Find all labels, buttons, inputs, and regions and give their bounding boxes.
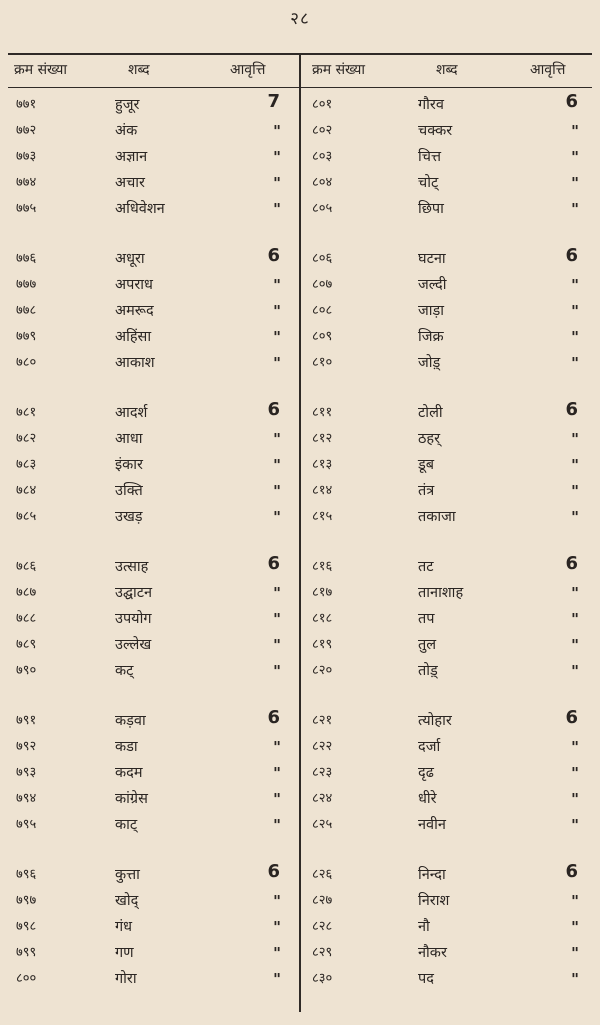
left-serial-number: ७९१ xyxy=(16,713,37,728)
header-frequency-right: आवृत्ति xyxy=(530,62,566,78)
right-word: ठहर् xyxy=(418,431,441,447)
right-serial-number: ८२४ xyxy=(312,791,333,806)
left-word: अपराध xyxy=(115,277,153,293)
right-frequency: 6 xyxy=(565,861,578,882)
left-word: उपयोग xyxy=(115,611,152,627)
header-word-right: शब्द xyxy=(436,62,458,78)
left-word: कड़वा xyxy=(115,713,146,729)
left-frequency: " xyxy=(273,354,280,372)
left-frequency: " xyxy=(273,610,280,628)
left-frequency: " xyxy=(273,738,280,756)
right-word: नौकर xyxy=(418,945,447,961)
right-serial-number: ८०८ xyxy=(312,303,333,318)
left-serial-number: ७८९ xyxy=(16,637,37,652)
left-word: हुजूर xyxy=(115,97,140,113)
right-serial-number: ८१३ xyxy=(312,457,333,472)
right-frequency: " xyxy=(571,508,578,526)
right-word: तप xyxy=(418,611,435,627)
left-word: काट् xyxy=(115,817,138,833)
left-serial-number: ७९० xyxy=(16,663,37,678)
left-word: कांग्रेस xyxy=(115,791,148,807)
right-word: निराश xyxy=(418,893,450,909)
left-word: अज्ञान xyxy=(115,149,148,165)
right-word: पद xyxy=(418,971,434,987)
right-word: चोट् xyxy=(418,175,439,191)
right-word: जिक्र xyxy=(418,329,444,345)
left-frequency: " xyxy=(273,636,280,654)
right-word: छिपा xyxy=(418,201,444,217)
right-serial-number: ८१८ xyxy=(312,611,333,626)
right-serial-number: ८०७ xyxy=(312,277,333,292)
left-word: अधिवेशन xyxy=(115,201,165,217)
right-word: नौ xyxy=(418,919,430,935)
right-frequency: " xyxy=(571,584,578,602)
left-word: उल्लेख xyxy=(115,637,152,653)
right-frequency: " xyxy=(571,302,578,320)
left-word: आकाश xyxy=(115,355,155,371)
right-word: तोड़् xyxy=(418,663,438,679)
left-serial-number: ७९५ xyxy=(16,817,37,832)
right-frequency: " xyxy=(571,636,578,654)
right-serial-number: ८०५ xyxy=(312,201,333,216)
right-word: दृढ xyxy=(418,765,434,781)
right-serial-number: ८१७ xyxy=(312,585,333,600)
left-frequency: " xyxy=(273,148,280,166)
left-serial-number: ७७४ xyxy=(16,175,37,190)
right-serial-number: ८२३ xyxy=(312,765,333,780)
right-frequency: " xyxy=(571,944,578,962)
right-frequency: 6 xyxy=(565,707,578,728)
left-frequency: " xyxy=(273,122,280,140)
left-serial-number: ७७९ xyxy=(16,329,37,344)
left-serial-number: ७८५ xyxy=(16,509,37,524)
left-frequency: " xyxy=(273,174,280,192)
left-serial-number: ७७५ xyxy=(16,201,37,216)
right-frequency: " xyxy=(571,970,578,988)
right-word: निन्दा xyxy=(418,867,446,883)
left-serial-number: ७७३ xyxy=(16,149,37,164)
right-frequency: 6 xyxy=(565,91,578,112)
left-frequency: " xyxy=(273,918,280,936)
left-word: खोद् xyxy=(115,893,139,909)
right-word: जल्दी xyxy=(418,277,447,293)
right-word: जाड़ा xyxy=(418,303,445,319)
left-frequency: 7 xyxy=(267,91,280,112)
right-frequency: " xyxy=(571,892,578,910)
left-word: अहिंसा xyxy=(115,329,152,345)
left-frequency: " xyxy=(273,508,280,526)
right-serial-number: ८१६ xyxy=(312,559,333,574)
left-word: अचार xyxy=(115,175,145,191)
right-frequency: " xyxy=(571,738,578,756)
left-serial-number: ७७७ xyxy=(16,277,37,292)
right-word: जोड़् xyxy=(418,355,441,371)
right-frequency: " xyxy=(571,790,578,808)
left-word: कुत्ता xyxy=(115,867,140,883)
right-serial-number: ८११ xyxy=(312,405,333,420)
right-serial-number: ८२२ xyxy=(312,739,333,754)
right-serial-number: ८०९ xyxy=(312,329,333,344)
left-frequency: " xyxy=(273,328,280,346)
left-serial-number: ७८१ xyxy=(16,405,37,420)
right-serial-number: ८३० xyxy=(312,971,333,986)
left-frequency: " xyxy=(273,302,280,320)
right-word: तानाशाह xyxy=(418,585,464,601)
left-serial-number: ७८७ xyxy=(16,585,37,600)
right-frequency: 6 xyxy=(565,399,578,420)
right-frequency: 6 xyxy=(565,245,578,266)
right-frequency: 6 xyxy=(565,553,578,574)
left-frequency: 6 xyxy=(267,399,280,420)
left-frequency: " xyxy=(273,892,280,910)
right-word: चित्त xyxy=(418,149,441,165)
left-serial-number: ७९४ xyxy=(16,791,37,806)
left-word: उत्साह xyxy=(115,559,149,575)
column-divider xyxy=(299,54,301,1012)
right-serial-number: ८२५ xyxy=(312,817,333,832)
left-word: अधूरा xyxy=(115,251,145,267)
left-word: गण xyxy=(115,945,134,961)
right-word: चक्कर xyxy=(418,123,453,139)
right-serial-number: ८०२ xyxy=(312,123,333,138)
right-frequency: " xyxy=(571,764,578,782)
left-word: अमरूद xyxy=(115,303,154,319)
left-frequency: " xyxy=(273,456,280,474)
right-word: तुल xyxy=(418,637,437,653)
right-serial-number: ८१२ xyxy=(312,431,333,446)
header-serial-right: क्रम संख्या xyxy=(312,62,365,78)
right-serial-number: ८२१ xyxy=(312,713,333,728)
left-frequency: " xyxy=(273,276,280,294)
right-word: त्योहार xyxy=(418,713,452,729)
left-word: उद्घाटन xyxy=(115,585,153,601)
right-frequency: " xyxy=(571,328,578,346)
left-frequency: " xyxy=(273,764,280,782)
right-frequency: " xyxy=(571,148,578,166)
right-serial-number: ८२६ xyxy=(312,867,333,882)
left-serial-number: ७९८ xyxy=(16,919,37,934)
left-serial-number: ८०० xyxy=(16,971,37,986)
left-serial-number: ७८३ xyxy=(16,457,37,472)
left-serial-number: ७८४ xyxy=(16,483,37,498)
header-word-left: शब्द xyxy=(128,62,150,78)
right-word: धीरे xyxy=(418,791,437,807)
right-serial-number: ८२७ xyxy=(312,893,333,908)
right-serial-number: ८०४ xyxy=(312,175,333,190)
left-serial-number: ७७८ xyxy=(16,303,37,318)
left-word: कडा xyxy=(115,739,138,755)
left-serial-number: ७७६ xyxy=(16,251,37,266)
left-frequency: " xyxy=(273,430,280,448)
left-word: उक्ति xyxy=(115,483,143,499)
left-frequency: " xyxy=(273,200,280,218)
right-serial-number: ८१९ xyxy=(312,637,333,652)
left-frequency: 6 xyxy=(267,553,280,574)
left-frequency: " xyxy=(273,944,280,962)
left-serial-number: ७८० xyxy=(16,355,37,370)
right-frequency: " xyxy=(571,430,578,448)
header-serial-left: क्रम संख्या xyxy=(14,62,67,78)
left-frequency: " xyxy=(273,584,280,602)
right-frequency: " xyxy=(571,482,578,500)
left-word: अंक xyxy=(115,123,138,139)
left-word: गंध xyxy=(115,919,133,935)
left-serial-number: ७८६ xyxy=(16,559,37,574)
header-frequency-left: आवृत्ति xyxy=(230,62,266,78)
right-word: घटना xyxy=(418,251,446,267)
right-frequency: " xyxy=(571,610,578,628)
right-word: तट xyxy=(418,559,434,575)
left-serial-number: ७९६ xyxy=(16,867,37,882)
left-serial-number: ७९९ xyxy=(16,945,37,960)
left-frequency: " xyxy=(273,790,280,808)
right-serial-number: ८०३ xyxy=(312,149,333,164)
left-serial-number: ७९७ xyxy=(16,893,37,908)
right-frequency: " xyxy=(571,354,578,372)
right-serial-number: ८१४ xyxy=(312,483,333,498)
right-word: तकाजा xyxy=(418,509,456,525)
left-frequency: 6 xyxy=(267,861,280,882)
left-word: आधा xyxy=(115,431,143,447)
right-frequency: " xyxy=(571,174,578,192)
left-word: कदम xyxy=(115,765,143,781)
right-word: गौरव xyxy=(418,97,444,113)
right-serial-number: ८१० xyxy=(312,355,333,370)
right-frequency: " xyxy=(571,918,578,936)
left-word: इंकार xyxy=(115,457,143,473)
left-word: उखड़ xyxy=(115,509,143,525)
right-serial-number: ८०१ xyxy=(312,97,333,112)
right-serial-number: ८२० xyxy=(312,663,333,678)
right-word: डूब xyxy=(418,457,435,473)
left-serial-number: ७८८ xyxy=(16,611,37,626)
left-frequency: " xyxy=(273,970,280,988)
left-frequency: 6 xyxy=(267,245,280,266)
left-serial-number: ७८२ xyxy=(16,431,37,446)
left-frequency: " xyxy=(273,816,280,834)
right-frequency: " xyxy=(571,662,578,680)
right-serial-number: ८२९ xyxy=(312,945,333,960)
right-word: दर्जा xyxy=(418,739,441,755)
right-word: नवीन xyxy=(418,817,446,833)
left-serial-number: ७९२ xyxy=(16,739,37,754)
right-frequency: " xyxy=(571,200,578,218)
right-word: तंत्र xyxy=(418,483,435,499)
right-word: टोली xyxy=(418,405,443,421)
left-serial-number: ७९३ xyxy=(16,765,37,780)
right-frequency: " xyxy=(571,276,578,294)
left-frequency: 6 xyxy=(267,707,280,728)
right-frequency: " xyxy=(571,122,578,140)
left-word: आदर्श xyxy=(115,405,148,421)
left-word: कट् xyxy=(115,663,134,679)
right-serial-number: ८१५ xyxy=(312,509,333,524)
right-serial-number: ८२८ xyxy=(312,919,333,934)
left-serial-number: ७७१ xyxy=(16,97,37,112)
left-serial-number: ७७२ xyxy=(16,123,37,138)
left-frequency: " xyxy=(273,662,280,680)
right-frequency: " xyxy=(571,816,578,834)
right-serial-number: ८०६ xyxy=(312,251,333,266)
page-number: २८ xyxy=(290,9,310,29)
left-frequency: " xyxy=(273,482,280,500)
left-word: गोरा xyxy=(115,971,137,987)
right-frequency: " xyxy=(571,456,578,474)
